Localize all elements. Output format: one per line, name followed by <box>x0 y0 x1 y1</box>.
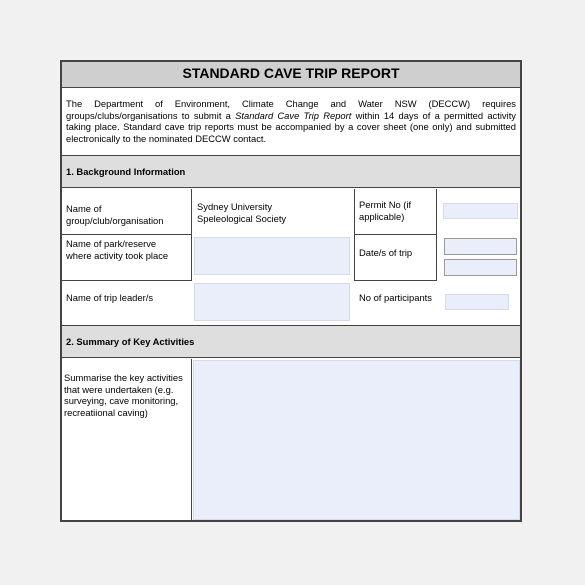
leader-label: Name of trip leader/s <box>66 292 154 303</box>
intro-italic: Standard Cave Trip Report <box>235 109 352 121</box>
date-field-2[interactable] <box>444 259 517 276</box>
row-divider <box>354 280 437 281</box>
dates-label: Date/s of trip <box>359 247 413 258</box>
section1-heading: 1. Background Information <box>62 155 520 188</box>
intro-text-after: within 14 days of a permitted activity taking place. Standard cave trip reports must be accompanied by a cover sheet (one only) and submitted electronically to the nominated DECCW contact. <box>66 109 516 144</box>
permit-label: Permit No (if applicable) <box>359 199 412 222</box>
park-field[interactable] <box>194 237 350 275</box>
leader-field[interactable] <box>194 283 350 321</box>
row-divider <box>62 280 192 281</box>
group-label: Name of group/club/organisation <box>66 203 164 226</box>
permit-field[interactable] <box>443 203 518 219</box>
park-label: Name of park/reserve where activity took place <box>66 238 169 261</box>
intro-text-before: The Department of Environment, Climate Change and Water NSW (DECCW) requires groups/clubs/organisations to submit a <box>66 98 516 121</box>
divider <box>191 359 192 521</box>
summary-label: Summarise the key activities that were undertaken (e.g. surveying, cave monitoring, recreatiional caving) <box>64 372 183 418</box>
divider <box>436 189 437 281</box>
summary-field[interactable] <box>193 360 520 520</box>
row-divider <box>354 234 437 235</box>
group-value: Sydney University Speleological Society <box>197 201 287 224</box>
row-divider <box>62 234 192 235</box>
participants-field[interactable] <box>445 294 509 310</box>
divider <box>354 189 355 281</box>
section2-heading: 2. Summary of Key Activities <box>62 325 520 358</box>
intro-paragraph <box>66 98 516 144</box>
participants-label: No of participants <box>359 292 432 303</box>
divider <box>191 189 192 281</box>
cave-trip-report-form <box>60 60 522 522</box>
form-title: STANDARD CAVE TRIP REPORT <box>62 62 520 88</box>
date-field-1[interactable] <box>444 238 517 255</box>
